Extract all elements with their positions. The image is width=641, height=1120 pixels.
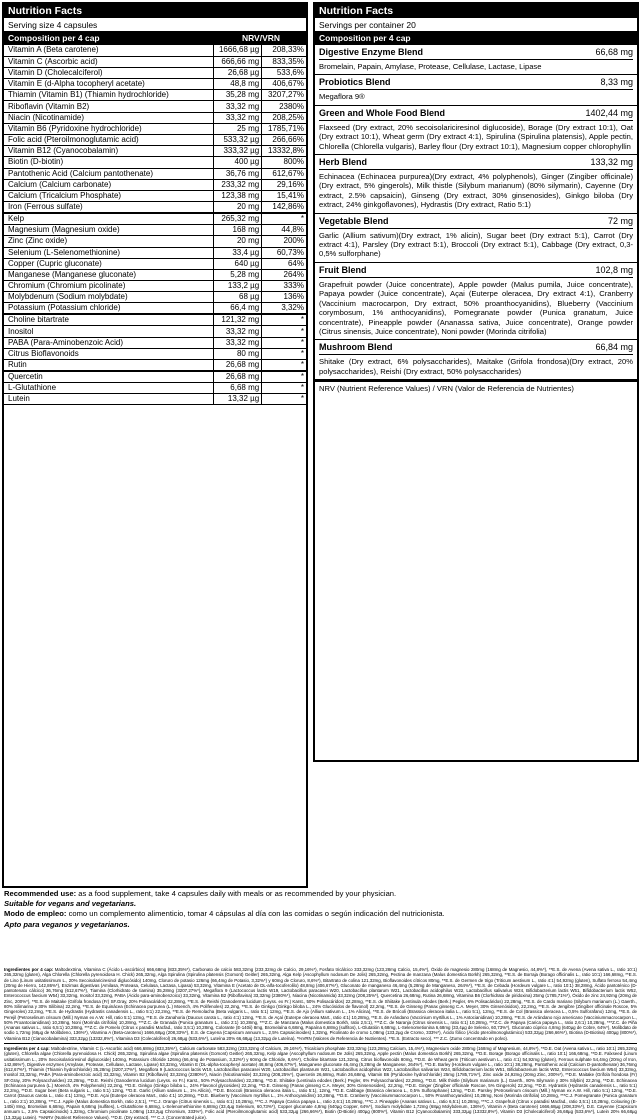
- nutrient-name: Potassium (Potassium chloride): [4, 303, 213, 315]
- usage-section: [4, 889, 637, 930]
- nutrient-amount: 121,32 mg: [213, 314, 261, 326]
- nutrient-nrv: 13332,8%: [262, 146, 306, 157]
- recommended-use-label: Recommended use:: [4, 889, 77, 898]
- blend-name: Digestive Enzyme Blend: [319, 47, 424, 57]
- nutrient-nrv: 266,66%: [262, 135, 306, 146]
- nutrient-nrv: 533,6%: [262, 67, 306, 78]
- blend-header: [319, 342, 633, 355]
- nutrient-row: [4, 348, 306, 359]
- nutrient-amount: 68 µg: [213, 292, 261, 303]
- nutrient-nrv: *: [262, 337, 306, 348]
- nutrient-row: [4, 258, 306, 269]
- nutrient-amount: 33,32 mg: [213, 112, 261, 123]
- right-composition-header: [315, 32, 637, 45]
- nutrient-amount: 36,76 mg: [213, 168, 261, 179]
- nutrient-name: Vitamin C (Ascorbic acid): [4, 56, 213, 67]
- recommended-use-text: as a food supplement, take 4 capsules daily with meals or as recommended by your physician.: [78, 889, 397, 898]
- nutrient-amount: 25 mg: [213, 123, 261, 134]
- nutrient-nrv: *: [262, 213, 306, 225]
- nutrient-row: [4, 383, 306, 394]
- blend-amount: 66,84 mg: [595, 342, 633, 353]
- blend-name: Mushroom Blend: [319, 342, 393, 353]
- nutrient-nrv: 44,8%: [262, 225, 306, 236]
- nutrient-amount: 48,8 mg: [213, 79, 261, 90]
- nutrient-amount: 33,4 µg: [213, 247, 261, 258]
- nutrient-row: [4, 269, 306, 280]
- blend-section: [315, 75, 637, 105]
- nutrient-name: Choline bitartrate: [4, 314, 213, 326]
- nutrient-nrv: 800%: [262, 157, 306, 168]
- blend-ingredients: Flaxseed (Dry extract, 20% secoisolariciresinol diglucoside), Borage (Dry extract 10:1), Oat (Dry extract 10:1), Wheat germ (Dry extract 4:1), Spirulina (Spirulina platensis), Apple pectin, Chlorella (Chlorella vulgaris), Barley flour (Dry extract 10:1), Magnesium copper chlorophyllin: [319, 122, 633, 151]
- nutrient-name: Lutein: [4, 394, 213, 405]
- nutrient-amount: 35,28 mg: [213, 90, 261, 101]
- nutrient-nrv: 208,25%: [262, 112, 306, 123]
- right-title: Nutrition Facts: [315, 4, 637, 18]
- serving-size: Serving size 4 capsules: [4, 18, 306, 32]
- blend-section: [315, 340, 637, 382]
- nutrient-amount: 66,4 mg: [213, 303, 261, 315]
- nutrient-amount: 123,38 mg: [213, 190, 261, 201]
- nutrient-amount: 533,32 µg: [213, 135, 261, 146]
- blend-name: Vegetable Blend: [319, 215, 389, 226]
- nutrient-nrv: *: [262, 394, 306, 405]
- nutrient-row: [4, 371, 306, 383]
- nutrient-name: PABA (Para-Aminobenzoic Acid): [4, 337, 213, 348]
- ingredients-en-text: Maltodextrine, Vitamin C (L-Ascorbic acid) 666,68mg (833,35%*), Calcium carbonate 583,32mg (233,32mg of Calcium, 29,16%*), Tricalcium phosphate 333,32mg (123,28mg Calcium, 15,4%*), Magnesium oxide 280mg (168mg of Magnesium, 44,8%*), **D.E. Oat (Avena sativa L., ratio 10:1) 265,32mg (gluten), Chlorella algae (Chlorella pyrenoidosa H. Chick) 265,32mg, Spirulina algae (Spirulina platensis (Gomont) Geitler) 265,32mg, Kelp algae (Ascophyllum nodosum De Jolis) 265,32mg, Apple pectin (Malus domestica Borkh) 265,32mg, **D.E. Borage (Borago officinalis L., ratio 10:1) 166,68mg, **D.E. Falxseed (Linum usitatissimum L., 20% Secoisolariciresinol diglucoside) 140mg, Potassium chloride 126mg (66,4mg de Potassium, 3,32%*) y 60mg de Chloride, 8,6%*), Choline bitartrate 121,32mg, Citrus bioflavonoids 80mg, **D.E. de Wheat germ (Triticum aestivum L., ratio 4:1) 54,92mg (gluten), Ferrous sulphate 54,4mg (20mg of Iron, 142,86%*), Digestive enzymes (Amylase, Protease, Cellulase, Lactase, Lipase) 53,32mg, Vitamin E (DL-alpha-tocopheryl acetate) 48,8mg (406,67%*), Manganese gluconate 46,4mg (5,28mg de Manganese, 264%*), **D.E. Barley (Hordeum vulgare L., ratio 10:1) 38,28mg, Pantothenic acid (Calcium D-pantothenate) 36,76mg (612,67%*), Thiamin (Thiamin hydrochloride) 35,28mg (3207,27%*), Megaflora 9 (Lactococcus lactis W19, Lactobacillus paracasei W20, Lactobacillus plantarum W21, Lactobacillus acidophilus W22, Lactobacillus salivarius W24, Bifidobacterium lactis W51, Bifidobacterium lactis W52, Enterococcus faecium W54) 33,32mg, Inositol 33,32mg, PABA (Para-aminobenzoic acid) 33,32mg, Vitamin B2 (Riboflavin) 33,32mg (2380%*), Niacin (Nicotinamide) 33,32mg (208,25%*), Quercetin 26,68mg, Rutin 26,68mg, Vitamin B6 (Pyridoxine hydrochloride) 25mg (1785,71%*), Zinc oxide 24,92mg (20mg Zinc, 200%*), **D.E. Maitake (Grifola frondosa (Fr) SF.Gray, 20% Polysaccharides) 22,28mg, **D.E. Reishi (Ganoderma lucidum (Leyss. ex Fr.) Karst., 50% Polysaccharides) 22,28mg, **D.E. Shiitake (Lentinula edodes (Berk.) Pegler, 6% Polysaccharides) 22,28mg, **D.E. Milk thistle (Silybum marianum (L.) Gaerth., 80% Silymarin y 30% Silybin) 22,2mg, **D.E. Echinacea (Echinacea purpurea (L.) Moench, 4% Polyphenols) 22,2mg, **D.E. Ginkgo (Ginkgo biloba L., 24% Flavonol glycosides) 22,2mg, **D.E. Ginseng (Panax ginseng C.A. Meyer, 30% Ginsenosides), 22,2mg, **D.E. Ginger (Zingiber officinale Roscoe, 5% Gingerols) 22,2mg, **D.E. Hydrastis (Hydrastis canadensis L., ratio 5:1) 22,2mg, **D.E. Sugar beet (Beta vulgaris L., ratio 5:1) 12mg, **D.E. Garlic (Allium sativum L., 1% Allicin), **D.E. Broccoli (Brassica oleracea italia L., ratio 5:1), 12mg, **D.E. Cabbage (Brassica oleracea L., 0,5% Sulforaphane) 12mg, **D.E. Parsley (Petroselinum crisoum (Mill.) Nyman ex A.W. Hill, ratio 5:1) 12mg, **D.E. Carrot (Daucus carota L., ratio 4:1) 12mg, **D.E. Açai (Euterpe oleracea Mart., ratio 4:1) 10,28mg, **D.E. Blueberry (Vaccinium myrtillus L., 1% Anthocyanidins) 10,28mg, **D.E. Cranberry (Vacciniummacrocarpon L., 50% Proanthocyanidins) 10,28mg, Noni (Morinda citrifolia) 10,28mg, ***C.J. Pomegranate (Punica granatum L., ratio 2:1) 10,28mg, ***C.J. Apple (Malus domestica Borkh, ratio 2,5:1), ***C.J. Orange (Citrus sinensis L., ratio 6:1) 10,28mg, ***C.J. Papaya (Carica papaya L., ratio 2,6:1) 10,28mg, ***C.J. Pineapple (Ananas sativus L., ratio 6,5:1) 10,28mg, ***C.J. Grapefruit (Citrus x paradisi Macfad., ratio 3,5:1) 10,28mg, Colouring (E-140ii) 8mg, Bromelain 6,68mg, Papain 6,68mg (sulfites), L-Glutathione 6,68mg, L-Selenomethionine 6,68mg (33,4µg Selenium, 60,73%*), Copper gluconate 4,8mg (640µg Copper, 64%*), Sodium molybdate 1,72mg (68µg Molybdenum, 136%*), Vitamin A (Beta carotene) 1666,68µg (208,33%*), D.E. Cayenne (Capsicum annuum L., 2,5% Capsaicinoids) 1,32mg, Chromium picolinate 1,08mg (133,2µg Chromium, 333%*), Folic acid (Pteroilmonoglutamic acid) 533,32µg (266,66%*), Biotin (D-Biotin) 400µg (800%*), Vitamin B12 (Cyanocobalamin) 333,32µg (13332,8%*), Vitamin D3 (Cholecalciferol) 26,68µg (533,6%*), Lutein 20% 66,68µg (13,32µg Lutein). *%NRV (Nutrient Reference Values). **D.E. (Dry extract). *** C.J. (Concentrated juice).: [4, 1045, 637, 1120]
- ingredients-en: [4, 1046, 637, 1120]
- nutrient-amount: 33,32 mg: [213, 326, 261, 337]
- nutrient-row: [4, 157, 306, 168]
- nutrient-amount: 640 µg: [213, 258, 261, 269]
- blend-header: [319, 157, 633, 170]
- nutrition-facts-right: [313, 2, 639, 762]
- nutrient-name: Vitamin E (d-Alpha tocopheryl acetate): [4, 79, 213, 90]
- nutrient-amount: 5,28 mg: [213, 269, 261, 280]
- apto-note: [4, 920, 637, 929]
- blend-section: [315, 214, 637, 263]
- nutrient-nrv: 15,41%: [262, 190, 306, 201]
- nutrient-name: Riboflavin (Vitamin B2): [4, 101, 213, 112]
- blend-header: [319, 108, 633, 121]
- nutrient-name: Pantothenic Acid (Calcium pantothenate): [4, 168, 213, 179]
- nutrient-row: [4, 146, 306, 157]
- nutrient-name: Calcium (Calcium carbonate): [4, 179, 213, 190]
- nutrient-row: [4, 292, 306, 303]
- nutrient-name: Thiamin (Vitamin B1) (Thiamin hydrochloride): [4, 90, 213, 101]
- ingredients-section: [4, 967, 637, 1120]
- nutrient-row: [4, 112, 306, 123]
- servings-per-container: Servings per container 20: [315, 18, 637, 32]
- nutrient-nrv: 1785,71%: [262, 123, 306, 134]
- nutrient-nrv: *: [262, 383, 306, 394]
- nutrient-amount: 168 mg: [213, 225, 261, 236]
- blend-ingredients: Shitake (Dry extract, 6% polysaccharides), Maitake (Grifola frondosa)(Dry extract, 20% polysaccharides), Reishi (Dry extract, 50% polysaccharides): [319, 357, 633, 376]
- nutrient-row: [4, 303, 306, 315]
- nutrient-nrv: 3207,27%: [262, 90, 306, 101]
- nutrient-name: Calcium (Tricalcium Phosphate): [4, 190, 213, 201]
- nutrient-nrv: 264%: [262, 269, 306, 280]
- nutrient-row: [4, 123, 306, 134]
- nutrient-name: Niacin (Nicotinamide): [4, 112, 213, 123]
- nutrient-nrv: 136%: [262, 292, 306, 303]
- composition-label: Composition per 4 cap: [319, 33, 411, 43]
- nutrient-nrv: *: [262, 314, 306, 326]
- nutrient-row: [4, 236, 306, 247]
- nutrient-row: [4, 168, 306, 179]
- nutrient-name: Chromium (Chromium picolinate): [4, 281, 213, 292]
- nutrient-name: Vitamin D (Cholecalciferol): [4, 67, 213, 78]
- nutrient-row: [4, 179, 306, 190]
- nutrient-row: [4, 225, 306, 236]
- blend-section: [315, 45, 637, 75]
- blend-header: [319, 77, 633, 90]
- blend-name: Herb Blend: [319, 157, 368, 168]
- nutrient-name: Vitamin A (Beta carotene): [4, 45, 213, 56]
- composition-label: Composition per 4 cap: [8, 33, 100, 43]
- nutrient-row: [4, 337, 306, 348]
- nutrient-nrv: 2380%: [262, 101, 306, 112]
- modo-empleo: [4, 909, 637, 918]
- ingredients-es-label: Ingredientes por 4 cap:: [4, 967, 54, 972]
- nutrient-name: Biotin (D-biotin): [4, 157, 213, 168]
- nutrient-row: [4, 56, 306, 67]
- nutrient-nrv: 612,67%: [262, 168, 306, 179]
- nutrient-amount: 80 mg: [213, 348, 261, 359]
- nutrient-nrv: 333%: [262, 281, 306, 292]
- nutrient-nrv: *: [262, 360, 306, 372]
- blend-name: Green and Whole Food Blend: [319, 107, 445, 118]
- recommended-use: [4, 889, 637, 898]
- blend-ingredients: Bromelain, Papain, Amylase, Protease, Cellulase, Lactase, Lipase: [319, 62, 542, 71]
- blend-amount: 66,68 mg: [595, 47, 633, 57]
- nutrient-amount: 26,68 µg: [213, 67, 261, 78]
- nutrient-name: Rutin: [4, 360, 213, 372]
- nutrient-amount: 133,2 µg: [213, 281, 261, 292]
- nutrient-nrv: 64%: [262, 258, 306, 269]
- nutrient-name: Quercetin: [4, 371, 213, 383]
- nutrient-row: [4, 101, 306, 112]
- blend-header: [319, 47, 633, 60]
- nutrient-name: Citrus Bioflavonoids: [4, 348, 213, 359]
- nutrient-row: [4, 360, 306, 372]
- nutrient-name: Iron (Ferrous sulfate): [4, 202, 213, 214]
- blend-section: [315, 155, 637, 214]
- left-composition-header: [4, 32, 306, 45]
- nutrient-row: [4, 79, 306, 90]
- nutrient-name: Molybdenum (Sodium molybdate): [4, 292, 213, 303]
- nutrient-amount: 20 mg: [213, 236, 261, 247]
- nutrient-nrv: 208,33%: [262, 45, 306, 56]
- blend-amount: 102,8 mg: [595, 264, 633, 275]
- nutrient-nrv: *: [262, 348, 306, 359]
- nutrient-nrv: *: [262, 371, 306, 383]
- nutrient-amount: 400 µg: [213, 157, 261, 168]
- nutrient-name: Vitamin B6 (Pyridoxine hydrochloride): [4, 123, 213, 134]
- nutrient-name: Vitamin B12 (Cyanocobalamin): [4, 146, 213, 157]
- blend-amount: 1402,44 mg: [585, 107, 633, 118]
- nutrient-nrv: 29,16%: [262, 179, 306, 190]
- nutrient-amount: 20 mg: [213, 202, 261, 214]
- blend-ingredients: Garlic (Allium sativum)(Dry extract, 1% alicin), Sugar beet (Dry extract 5:1), Carrot (Dry extract 4:1), Parsley (Dry extract 5:1), Broccoli (Dry extract 5:1), Cabbage (Dry extract, 0,3-0,5% sulforphane): [319, 230, 633, 259]
- nutrient-nrv: 833,35%: [262, 56, 306, 67]
- nutrient-nrv: 406,67%: [262, 79, 306, 90]
- nutrient-nrv: 142,86%: [262, 202, 306, 214]
- nutrient-amount: 26,68 mg: [213, 360, 261, 372]
- nutrient-row: [4, 281, 306, 292]
- nutrient-name: L-Glutathione: [4, 383, 213, 394]
- nutrient-row: [4, 326, 306, 337]
- ingredients-es: [4, 967, 637, 1044]
- blend-section: [315, 106, 637, 155]
- nutrient-row: [4, 202, 306, 214]
- blend-amount: 72 mg: [607, 215, 633, 226]
- nutrition-facts-left: [2, 2, 308, 888]
- nutrient-name: Magnesium (Magnesium oxide): [4, 225, 213, 236]
- nutrient-name: Manganese (Manganese gluconate): [4, 269, 213, 280]
- nutrient-name: Zinc (Zinc oxide): [4, 236, 213, 247]
- blend-name: Fruit Blend: [319, 264, 367, 275]
- nutrient-amount: 33,32 mg: [213, 337, 261, 348]
- nutrient-amount: 666,66 mg: [213, 56, 261, 67]
- blend-header: [319, 265, 633, 278]
- apto-text: Apto para veganos y vegetarianos.: [4, 919, 130, 929]
- nutrient-nrv: 60,73%: [262, 247, 306, 258]
- nutrient-row: [4, 190, 306, 201]
- nutrient-name: Copper (Cupric gluconate): [4, 258, 213, 269]
- modo-text: como un complemento alimenticio, tomar 4 cápsulas al día con las comidas o según indicación del nutricionista.: [68, 909, 445, 919]
- nutrient-name: Kelp: [4, 213, 213, 225]
- ingredients-es-text: Maltodextrina, Vitamina C (Ácido L-ascórbico) 666,68mg (833,35%*), Carbonato de calcio 583,32mg (233,32mg de Calcio, 29,16%*), Fosfato tricálcico 333,32mg (123,28mg Calcio, 15,4%*), Óxido de magnesio 280mg (168mg de Magnesio, 44,8%*), **E.S. de Avena (Avena sativa L., ratio 10:1) 265,32mg (gluten), Alga Chlorella (Chlorella pyrenoidosa H. Chick) 265,32mg, Alga Spirulina (Spirulina platensis (Gomont) Geitler) 265,32mg, Alga Kelp (Ascophyllum nodosum De Jolis) 265,32mg, Pectina de manzana (Malus domestica Borkh) 265,32mg, **E.S. de Borraja (Borago officinalis L., ratio 10:1) 166,68mg, **E.S. de Lino (Linum usitatissimum L., 20% Secoisolariciresinol diglucósido) 140mg, Cloruro de potasio 126mg (66,4mg de Potasio, 3,32%*) y 60mg de Cloruro, 8,6%*), Bitartrato de colina 121,32mg, Bioflavonoides cítricos 80mg, **E.S. de Germen de trigo (Triticum aestivum L., ratio 4:1) 54,92mg (gluten), Sulfato ferroso 54,4mg (20mg de Hierro, 142,86%*), Enzimas digestivas (Amilasa, Proteasa, Celulasa, Lactasa, Lipasa) 53,32mg, Vitamina E (Acetato de DL-alfa-tocoferolilo) 48,8mg (406,67%*), Gluconato de manganeso 46,4mg (5,28mg de Manganeso, 264%*), **E.S. de Cebada (Hordeum vulgare L., ratio 10:1) 38,28mg, Ácido pantoténico (D-pantotenato cálcico) 36,76mg (612,67%*), Tiamina (Clorhidrato de tiamina) 35,28mg (3207,27%*), Megaflora 9 (Lactococcus lactis W19, Lactobacillus paracasei W20, Lactobacillus plantarum W21, Lactobacillus acidophilus W22, Lactobacillus salivarius W24, Bifidobacterium lactis W51, Bifidobacterium lactis W52, Enterococcus faecium W54) 33,32mg, Inositol 33,32mg, PABA (Ácido para-aminobenzoico) 33,32mg, Vitamina B2 (Riboflavina) 33,32mg (2380%*), Niacina (Nicotinamida) 33,32mg (208,25%*), Quercetina 26,68mg, Rutina 26,68mg, Vitamina B6 (Clorhidrato de piridoxina) 25mg (1785,71%*), Óxido de zinc 24,92mg (20mg de Zinc, 200%*), **E.S. de Maitake (Grifola frondosa (Fr) SF.Gray, 20% Polisacáridos) 22,28mg, **E.S. de Reishi (Ganoderma lucidum (Leyss. ex Fr.) Karst., 50% Polisacáridos) 22,28mg, **E.S. de Shiitake (Lentinula edodes (Berk.) Pegler, 6% Polisacáridos) 22,28mg, **E.S. de Cardo mariano (Silybum marianum (L.) Gaerth., 80% Silimarina y 30% Silibina) 22,2mg, **E.S. de Equinácea (Echinacea purpurea (L.) Moench, 4% Polifenoles) 22,2mg, **E.S. de Ginkgo (Ginkgo biloba L., 24% Glucósidos de flavonol) 22,2mg, **E.S. de Ginseng (Panax ginseng C.A. Meyer, 30% Ginsenósidos), 22,2mg, **E.S. de Jengibre (Zingiber officinale Roscoe, 5% Gingeroles) 22,2mg, **E.S. de Hydrastis (Hydrastis canadensis L., ratio 5:1) 22,2mg, **E.S. de Remolacha (Beta vulgaris L., ratio 5:1) 12mg, **E.S. de Ajo (Allium sativum L., 1% Alicina), **E.S. de Brócoli (Brassica oleracea italia L., ratio 5:1), 12mg, **E.S. de Col (Brassica oleracea L., 0,5% Sulforafano) 12mg, **E.S. de Perejil (Petroselinum crisoum (Mill.) Nyman ex A.W. Hill, ratio 5:1) 12mg, **E.S. de Zanahoria (Daucus carota L., ratio 4:1) 12mg, **E.S. de Açaí (Euterpe oleracea Mart., ratio 4:1) 10,28mg, **E.S. de Arándano (Vaccinium myrtillus L., 1% Antocianidinas) 10,28mg, **E.S. de Arándano rojo americano (Vacciniummacrocarpon L., 50% Proantocianidinas) 10,28mg, Noni (Morinda citrifolia) 10,28mg, ***Z.C. de Granada (Punica granatum L., ratio 2:1) 10,28mg, ***Z.C. de Manzana (Malus domestica Borkh, ratio 2,5:1), ***Z.C. de Naranja (Citrus sinensis L., ratio 6:1) 10,28mg, ***Z.C. de Papaya (Carica papaya L., ratio 2,6:1) 10,28mg, ***Z.C. de Piña (Ananas sativus L., ratio 6,5:1) 10,28mg, ***Z.C. de Pomelo (Citrus x paradisi Macfad., ratio 3,5:1) 10,28mg, Colorante (E-140ii) 8mg, Bromelaína 6,68mg, Papaína 6,68mg (sulfitos), L-Glutatión 6,68mg, L-Selenometionina 6,68mg (33,4µg de Selenio, 60,73%*), Gluconato cúprico 4,8mg (640µg de Cobre, 64%*), Molibdato de sodio 1,72mg (68µg de Molibdeno, 136%*), Vitamina A (Beta-caroteno) 1666,68µg (208,33%*), E.S. de Cayena (Capsicum annuum L., 2,5% Capsaicinoides) 1,32mg, Picolinato de cromo 1,08mg (133,2µg de Cromo, 333%*), Ácido fólico (Ácido pteroilmonoglutámico) 533,32µg (266,66%*), Biotina (D-Biotina) 400µg (800%*), Vitamina B12 (Cianocobalamina) 333,32µg (13332,8%*), Vitamina D3 (Colecalciferol) 26,68µg (533,6%*), Luteína 20% 66,68µg (13,32µg de Luteína). *%VRN (Valores de Referencia de Nutrientes). **E.S. (Extracto seco). *** Z.C. (Zumo concentrado en polvo).: [4, 967, 637, 1041]
- ingredients-en-label: Ingredients per 4 cap:: [4, 1045, 50, 1051]
- nutrient-nrv: *: [262, 326, 306, 337]
- nutrient-amount: 26,68 mg: [213, 371, 261, 383]
- nutrient-amount: 33,32 mg: [213, 101, 261, 112]
- nutrient-amount: 6,68 mg: [213, 383, 261, 394]
- nutrient-name: Selenium (L-Selenomethionine): [4, 247, 213, 258]
- nutrient-nrv: 3,32%: [262, 303, 306, 315]
- nutrient-row: [4, 213, 306, 225]
- blend-header: [319, 216, 633, 229]
- nutrient-row: [4, 247, 306, 258]
- nutrient-row: [4, 67, 306, 78]
- nutrient-row: [4, 90, 306, 101]
- nrv-column-header: NRV/VRN: [241, 33, 281, 43]
- modo-label: Modo de empleo:: [4, 909, 67, 919]
- left-title: Nutrition Facts: [4, 4, 306, 18]
- nutrient-amount: 233,32 mg: [213, 179, 261, 190]
- nutrient-name: Folic acid (Pteroilmonoglutamic acid): [4, 135, 213, 146]
- blend-section: [315, 263, 637, 340]
- blend-list: [315, 45, 637, 382]
- blend-ingredients: Grapefruit powder (Juice concentrate), Apple powder (Malus pumila, Juice concentrate), Papaya powder (Juice concentrate), Açai (Euterpe oleracea, Dry extract 4:1), Cranberry (Vaccinium macrocarpon, Dry extract, 50% proanthocyanidins), Blueberry (Vaccinium corymbosum, 1% anthocyanidins), Pomegranate powder (Punica granatum, Juice concentrate), Pineapple powder (Ananassa sativa, Juice concentrate), Orange powder (Citrus sinensis, Juice concentrate), Noni powder (Morinda citrifolia): [319, 279, 633, 336]
- suitable-note: [4, 899, 637, 908]
- blend-amount: 133,32 mg: [590, 157, 633, 168]
- nutrient-amount: 265,32 mg: [213, 213, 261, 225]
- nutrient-table: [4, 45, 306, 405]
- nutrient-row: [4, 314, 306, 326]
- nutrient-row: [4, 394, 306, 405]
- blend-amount: 8,33 mg: [600, 77, 633, 88]
- nutrient-row: [4, 135, 306, 146]
- nrv-note: NRV (Nutrient Reference Values) / VRN (Valor de Referencia de Nutrientes): [319, 384, 574, 394]
- blend-name: Probiotics Blend: [319, 77, 391, 88]
- nutrient-amount: 1666,68 µg: [213, 45, 261, 56]
- nutrient-name: Inositol: [4, 326, 213, 337]
- blend-ingredients: Echinacea (Echinacea purpurea)(Dry extract, 4% polyphenols), Ginger (Zingiber officinale) (Dry extract, 5% gingerols), Milk thistle (Silybum marianum) (80% silymarin), Cayenne (Dry extract, 2.5% capsaicin), Ginseng (Dry extract, 30% ginsenosides), Ginkgo biloba (Dry extract, 24% ginkgoflavones), Hydrastis (Dry extract, Ratio 5:1): [319, 172, 633, 210]
- nutrient-amount: 333,32 µg: [213, 146, 261, 157]
- nutrient-row: [4, 45, 306, 56]
- nutrient-nrv: 200%: [262, 236, 306, 247]
- blend-ingredients: Megaflora 9®: [319, 92, 365, 102]
- nutrient-amount: 13,32 µg: [213, 394, 261, 405]
- suitable-text: Suitable for vegans and vegetarians.: [4, 899, 137, 909]
